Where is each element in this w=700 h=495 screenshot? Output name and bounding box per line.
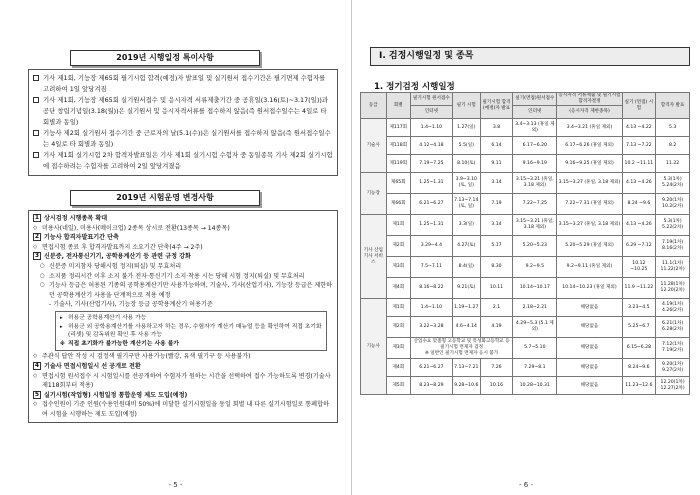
table-cell: 2.18~2.21 (513, 299, 557, 317)
table-cell: 7.22~7.31 (휴일 제외) (557, 194, 622, 215)
table-row (361, 155, 690, 173)
table-cell: 해당없음 (557, 377, 622, 395)
table-cell: 4.12~4.18 (410, 137, 452, 155)
table-cell: 해당없음 (557, 359, 622, 377)
change-section-head: 5 실기시험(작업형) 시험일정 통합운영 제도 도입(예정) (34, 390, 188, 399)
rule-line: ▸ 허용군 외 공학용계산기를 사용하고자 하는 경우, 수험자가 계산기 매뉴얼 등을 확인하여 직접 초기화(리셋) 및 감독위원 확인 후 사용 가능 (60, 323, 322, 340)
table-cell: 1.4~1.10 (410, 299, 452, 317)
table-cell: 9.16~9.19 (513, 155, 557, 173)
round-cell: 제3회 (386, 257, 410, 278)
change-line: ◇ 면접시험 종료 후 합격자발표까지 소요기간 단축(4주 → 2주) (33, 243, 333, 253)
change-section-head: 2 기능사 합격자발표기간 단축 (34, 233, 119, 242)
table-cell: 7.26 (480, 359, 513, 377)
round-cell: 제119회 (386, 155, 410, 173)
table-cell: 10.14~10.17 (513, 278, 557, 299)
table-cell: 3.29~4.4 (410, 236, 452, 257)
table-cell: 해당없음 (557, 299, 622, 317)
table-cell: 3.15~3.21 (휴일, 3.18 제외) (513, 173, 557, 194)
table-cell: 8.24 ~9.6 (622, 194, 656, 215)
table-row (361, 194, 690, 215)
table-cell: 10.12 ~10.25 (622, 257, 656, 278)
table-cell: 8.2 (656, 137, 690, 155)
checkbox-icon (33, 75, 39, 81)
change-section-head: 1 상시검정 시행종목 확대 (34, 214, 108, 222)
round-cell: 제2회 (386, 236, 410, 257)
table-cell: 11.1(1차) 11.22(2차) (656, 257, 690, 278)
table-cell: 1.25~1.31 (410, 215, 452, 236)
grade-cell: 기사 산업기사 서비스 (361, 215, 387, 299)
round-cell: 제118회 (386, 137, 410, 155)
table-cell: 7.19 (480, 194, 513, 215)
table-row (361, 215, 690, 236)
table-cell: 8.30 (480, 257, 513, 278)
table-cell: 11.9 ~11.22 (622, 278, 656, 299)
right-page (352, 0, 700, 495)
calculator-rules-box (55, 311, 327, 351)
round-cell: 제1회 (386, 215, 410, 236)
table-cell: 8.24~9.6 (622, 359, 656, 377)
table-cell: 7.13~7.14 (토, 일) (452, 194, 480, 215)
table-cell: 2.1 (480, 299, 513, 317)
table-row (361, 317, 690, 338)
page-number: - 6 - (519, 481, 533, 489)
notices-title: 2019년 시행일정 특이사항 (70, 50, 260, 66)
header-grade: 등급 (361, 93, 387, 119)
notice-item: 기능사 제2회 실기원서 접수기간 중 근로자의 날(5.1(수))은 실기원서를 접수하지 않음(즉 원서접수일수는 4일로 타 회별과 동일) (33, 128, 333, 150)
header-docs-sub: 인터넷 (513, 106, 557, 119)
table-cell: 6.17~6.26 (휴일 제외) (557, 137, 622, 155)
table-cell: 6.21~6.27 (410, 359, 452, 377)
table-row (361, 119, 690, 137)
table-cell: 해당없음 (557, 338, 622, 359)
change-line: ○ 소지품 정리시간 이후 소지 불가 전자·통신기기 소지·착용 시는 당해 시험 정지(퇴실) 및 무효처리 (33, 272, 333, 282)
table-cell: 6.21(1차) 6.28(2차) (656, 317, 690, 338)
table-cell: 9.11 (480, 155, 513, 173)
grade-cell: 기술사 (361, 119, 387, 173)
table-cell: 10.11 (480, 278, 513, 299)
table-cell: 1.4~1.10 (410, 119, 452, 137)
header-qual-docs-sub: (응시자격 제한종목) (557, 106, 622, 119)
table-cell: 9.20(1차) 9.27(2차) (656, 359, 690, 377)
table-cell: 6.14 (480, 137, 513, 155)
table-cell: 10.28~10.31 (513, 377, 557, 395)
notice-item: 기사 제1회, 기능장 제65회 실기원서접수 및 응시자격 서류제출기간 중 공휴일(3.16(토)~3.17(일))과 공단 창립기념일(3.18(월))은 실기원서 및 응시자격서류를 접수하지 않음(즉 원서접수일수는 4일로 타 회별과 동일) (33, 95, 333, 128)
table-cell: 7.13 ~7.22 (622, 137, 656, 155)
section-title: Ⅰ. 검정시행일정 및 종목 (370, 47, 690, 66)
round-cell: 제3회 (386, 338, 410, 359)
table-cell: 6.15~6.28 (622, 338, 656, 359)
table-row (361, 299, 690, 317)
round-cell: 제65회 (386, 173, 410, 194)
table-cell: 3.15~3.27 (휴일, 3.18 제외) (557, 215, 622, 236)
header-docs: 실기(면접)원서접수 (513, 93, 557, 106)
table-cell: 3.15~3.27 (휴일, 3.18 제외) (557, 173, 622, 194)
rule-line: ▸ 허용군 공학용계산기 사용 가능 (60, 314, 322, 323)
table-cell: 3.22~3.28 (410, 317, 452, 338)
table-row (361, 278, 690, 299)
table-cell: 1.27(일) (452, 119, 480, 137)
table-header-row (361, 93, 690, 106)
checkbox-icon (33, 130, 39, 136)
table-cell: 5.17 (480, 236, 513, 257)
header-written-pass: 필기시험 합격(예정)자 발표 (480, 93, 513, 119)
table-cell: 7.12(1차) 7.19(2차) (656, 338, 690, 359)
table-cell: 7.29~8.1 (513, 359, 557, 377)
table-row (361, 236, 690, 257)
table-cell: 9.20(1차) 10.2(2차) (656, 194, 690, 215)
table-cell: 9.21(토) (452, 278, 480, 299)
table-cell: 3.3(일) (452, 215, 480, 236)
table-cell: 11.22 (656, 155, 690, 173)
table-cell: 3.4~3.13 (휴일 제외) (513, 119, 557, 137)
table-cell: 7.5~7.11 (410, 257, 452, 278)
table-cell: 8.10(토) (452, 155, 480, 173)
table-cell: 해당없음 (557, 317, 622, 338)
subsection-title: 1. 정기검정 시행일정 (374, 82, 455, 92)
round-cell: 제2회 (386, 317, 410, 338)
change-line: ○ 기능사 등급은 허용된 기종의 공학용계산기만 사용가능하며, 기술사, 기사(산업기사), 기능장 등급은 제한하던 공학용계산기 사용을 단계적으로 적용 예정 (33, 281, 333, 300)
table-cell: 4.19(1차) 4.26(2차) (656, 299, 690, 317)
header-written-apply: 필기시험 원서접수 (410, 93, 452, 106)
notice-item: 기사 제1회 실기시험 2차 합격자발표일은 기사 제1회 실기시험 수험자 중 동일종목 기사 제2회 실기시험에 접수하려는 수험자를 고려하여 2일 앞당겨졌음 (33, 150, 333, 172)
table-cell: 10.16 (480, 377, 513, 395)
table-row (361, 377, 690, 395)
table-cell: 1.19~1.27 (452, 299, 480, 317)
table-cell: 5.7~5.10 (513, 338, 557, 359)
table-cell: 4.13 ~4.26 (622, 173, 656, 194)
grade-cell: 기능장 (361, 173, 387, 215)
change-section-head: 4 기술사 면접시험일시 선 공개로 전환 (34, 361, 141, 370)
table-cell: 11.28(1차) 12.20(2차) (656, 278, 690, 299)
table-row (361, 257, 690, 278)
header-practical: 실기 (면접) 시험 (622, 93, 656, 119)
notice-item: 기사 제1회, 기능장 제65회 필기시험 합격(예정)자 발표일 및 실기원서 접수기간은 필기면제 수험자를 고려하여 1일 앞당겨짐 (33, 73, 333, 95)
change-line: ◇ 미용사(네일), 미용사(메이크업) 2종목 상시로 전환(13종목 → 14종목) (33, 224, 333, 234)
table-cell: 5.3(1차) 5.24(2차) (656, 173, 690, 194)
table-cell: 4.6~4.14 (452, 317, 480, 338)
table-row (361, 173, 690, 194)
table-cell: 9.16~9.25 (휴일 제외) (557, 155, 622, 173)
round-cell: 제1회 (386, 299, 410, 317)
table-cell: 1.25~1.31 (410, 173, 452, 194)
table-row (361, 137, 690, 155)
table-cell: 6.17~6.20 (513, 137, 557, 155)
table-cell: 5.3 (656, 119, 690, 137)
page-number: - 5 - (168, 481, 183, 489)
schedule-table (360, 92, 690, 395)
header-round: 회별 (386, 93, 410, 119)
table-cell: 7.19(1차) 8.16(2차) (656, 236, 690, 257)
table-cell: 4.27(토) (452, 236, 480, 257)
table-cell: 10.14~10.23 (휴일 제외) (557, 278, 622, 299)
table-cell: 3.4~3.21 (휴일 제외) (557, 119, 622, 137)
table-cell: 6.21~6.27 (410, 194, 452, 215)
change-section-head: 3 신분증, 전자통신기기, 공학용계산기 등 관련 규정 강화 (34, 252, 191, 261)
header-written-apply-sub: 인터넷 (410, 106, 452, 119)
table-cell: 3.15~3.21 (휴일, 3.18 제외) (513, 215, 557, 236)
table-cell: 3.9~3.10 (토, 일) (452, 173, 480, 194)
change-line: ◇ 주관식 답안 작성 시 검정색 필기구만 사용가능(빨강, 유색 필기구 등 사용불가) (33, 352, 333, 362)
table-cell: 7.13~7.21 (452, 359, 480, 377)
change-line: ◇ 면접시험 원서접수 시 시험일시를 선공개하여 수험자가 원하는 시간을 선택하여 접수 가능하도록 변경(기술사 제118회부터 적용) (33, 372, 333, 391)
change-line: ○ 신분증 미지참자 당해시험 정지(퇴실) 및 무효처리 (33, 262, 333, 272)
table-cell: 9.2~9.5 (513, 257, 557, 278)
round-cell: 제117회 (386, 119, 410, 137)
table-cell: 7.22~7.25 (513, 194, 557, 215)
table-cell: 9.28~10.6 (452, 377, 480, 395)
table-cell: 5.3(1차) 5.22(2차) (656, 215, 690, 236)
notices-box (28, 69, 338, 176)
changes-box (28, 210, 338, 423)
table-cell: 3.8 (480, 119, 513, 137)
merged-note-cell: 산업수요 맞춤형 고등학교 및 특성화고등학교 등 필기시험 면제자 검정 ※ 일반인 필기시험 면제자 응시 불가 (410, 338, 512, 359)
table-cell: 7.19~7.25 (410, 155, 452, 173)
round-cell: 제66회 (386, 194, 410, 215)
table-cell: 5.20~5.23 (513, 236, 557, 257)
table-cell: 12.20(1차) 12.27(2차) (656, 377, 690, 395)
table-cell: 9.2~9.11 (휴일 제외) (557, 257, 622, 278)
table-cell: 10.2 ~11.11 (622, 155, 656, 173)
checkbox-icon (33, 152, 39, 158)
table-cell: 3.23~4.5 (622, 299, 656, 317)
table-cell: 4.19 (480, 317, 513, 338)
table-cell: 8.4(일) (452, 257, 480, 278)
table-cell: 4.13 ~4.26 (622, 215, 656, 236)
header-written-exam: 필기 시험 (452, 93, 480, 119)
table-cell: 11.23~12.6 (622, 377, 656, 395)
change-line: - 기술사, 기사(산업기사), 기능장 등급 공학용계산기 허용기준 (49, 301, 213, 309)
checkbox-icon (33, 97, 39, 103)
table-cell: 8.23~8.29 (410, 377, 452, 395)
round-cell: 제4회 (386, 278, 410, 299)
round-cell: 제5회 (386, 377, 410, 395)
header-qual-docs: 응시자격 서류제출 및 필기시험 합격자결정 (558, 93, 621, 104)
rule-line: ※ 직접 초기화가 불가능한 계산기는 사용 불가 (60, 340, 322, 349)
grade-cell: 기능사 (361, 299, 387, 395)
table-row (361, 338, 690, 359)
header-final-pass: 합격자 발표 (656, 93, 690, 119)
table-cell: 5.25~6.7 (622, 317, 656, 338)
changes-title: 2019년 시험운영 변경사항 (70, 190, 260, 206)
table-row (361, 359, 690, 377)
table-cell: 3.14 (480, 215, 513, 236)
table-cell: 5.5(일) (452, 137, 480, 155)
table-cell: 6.29 ~7.12 (622, 236, 656, 257)
table-cell: 4.29~5.3 (5.1 제외) (513, 317, 557, 338)
round-cell: 제4회 (386, 359, 410, 377)
table-cell: 4.13 ~4.22 (622, 119, 656, 137)
table-cell: 5.20~5.29 (휴일 제외) (557, 236, 622, 257)
table-cell: 8.16~8.22 (410, 278, 452, 299)
change-line: ◇ 접수인원이 기준 인원(수용인원대비 50%)에 미달한 실기시험일을 동일 회별 내 다른 실기시험일로 통폐합하여 시험을 시행하는 제도 도입(예정) (33, 400, 333, 419)
table-cell: 3.14 (480, 173, 513, 194)
